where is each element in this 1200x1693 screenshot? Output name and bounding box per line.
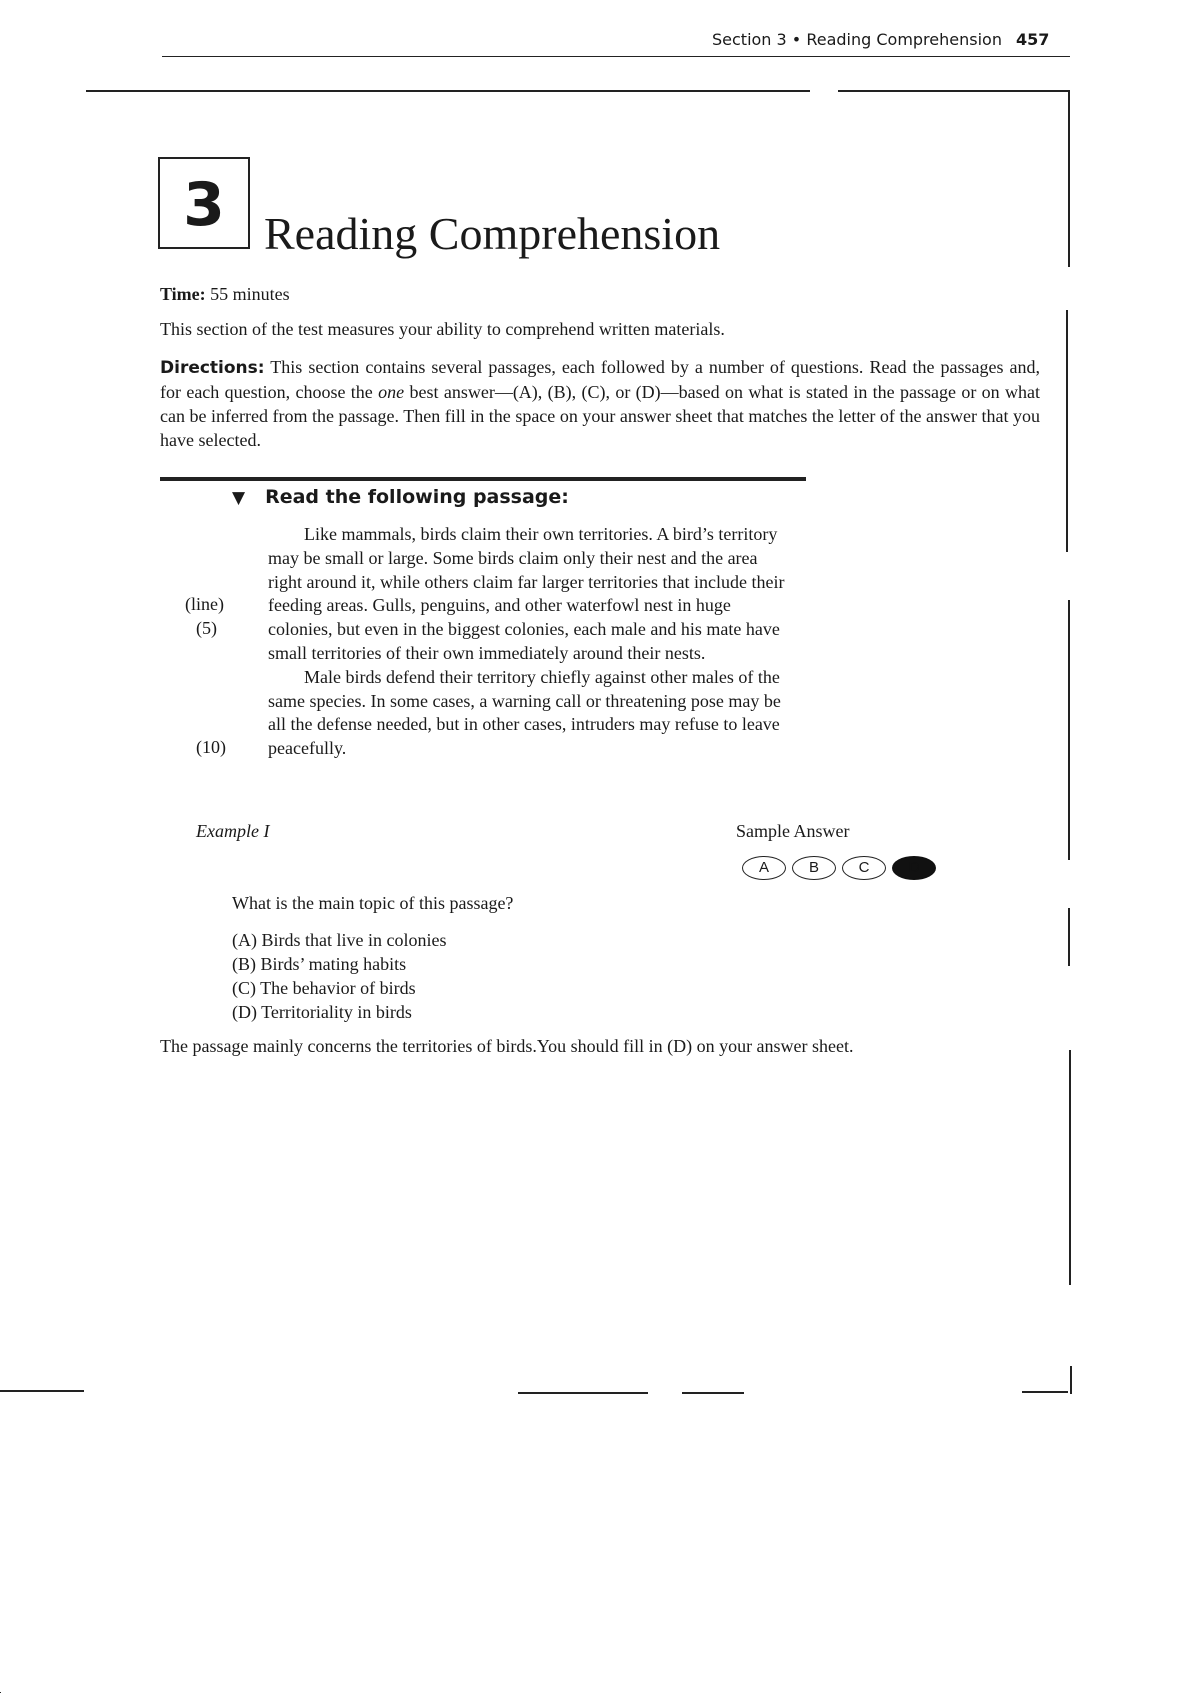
example-label: Example I bbox=[196, 821, 270, 841]
time-value: 55 minutes bbox=[210, 284, 290, 304]
header-rule bbox=[162, 56, 1070, 57]
passage-heading bbox=[232, 486, 569, 508]
sample-answer-label: Sample Answer bbox=[736, 821, 850, 841]
top-frame-rule-right bbox=[838, 90, 1070, 92]
answer-bubble-d-filled[interactable]: D bbox=[892, 856, 936, 880]
time-line bbox=[160, 284, 290, 305]
bottom-scan-rule-right bbox=[1022, 1391, 1068, 1393]
passage-paragraph-2: Male birds defend their territory chiefly against other males of the same species. In some cases, a warning call or threatening pose may be all the defense needed, but in other cases, intruders may refuse to leave peacefully. bbox=[268, 666, 781, 759]
directions-text-before: This section contains several passages, each followed by a number of questions. Read the passages and, for each question, choose the bbox=[160, 357, 1040, 402]
directions-paragraph bbox=[160, 355, 1040, 452]
line-marker-5: (5) bbox=[196, 618, 217, 638]
passage-body bbox=[268, 523, 788, 761]
example-question: What is the main topic of this passage? bbox=[232, 893, 514, 913]
triangle-bullet-icon: ▼ bbox=[232, 488, 246, 508]
right-frame-edge-3 bbox=[1068, 600, 1070, 860]
bottom-scan-tick bbox=[1070, 1366, 1072, 1394]
answer-bubbles bbox=[742, 856, 942, 882]
line-marker-line: (line) bbox=[185, 594, 224, 614]
top-frame-rule-left bbox=[86, 90, 810, 92]
directions-emphasis: one bbox=[378, 382, 405, 402]
passage-top-rule bbox=[160, 477, 806, 481]
bottom-scan-rule-mid2 bbox=[682, 1392, 744, 1394]
answer-bubble-a[interactable]: A bbox=[742, 856, 786, 880]
bottom-scan-rule-left bbox=[0, 1390, 84, 1392]
running-title: Section 3 • Reading Comprehension bbox=[712, 30, 1002, 49]
right-frame-edge-4 bbox=[1068, 908, 1070, 966]
option-c: (C) The behavior of birds bbox=[232, 978, 416, 998]
right-frame-edge-2 bbox=[1066, 310, 1068, 552]
passage-paragraph-1: Like mammals, birds claim their own territories. A bird’s territory may be small or large. Some birds claim only their nest and the area right around it, while others claim far larger territories that include their feeding areas. Gulls, penguins, and other waterfowl nest in huge colonies, but even in the biggest colonies, each male and his mate have small territories of their own immediately around their nests. bbox=[268, 524, 785, 663]
time-label: Time: bbox=[160, 284, 206, 304]
answer-bubble-b[interactable]: B bbox=[792, 856, 836, 880]
passage-heading-text: Read the following passage: bbox=[265, 486, 569, 508]
answer-explanation: The passage mainly concerns the territories of birds.You should fill in (D) on your answer sheet. bbox=[160, 1036, 854, 1056]
right-frame-edge-1 bbox=[1068, 92, 1070, 267]
directions-text-after: best answer—(A), (B), (C), or (D)—based on what is stated in the passage or on what can be inferred from the passage. Then fill in the space on your answer sheet that matches the letter of the answer that you have selected. bbox=[160, 382, 1040, 450]
line-marker-10: (10) bbox=[196, 737, 226, 757]
option-a: (A) Birds that live in colonies bbox=[232, 930, 447, 950]
answer-options bbox=[232, 928, 446, 1024]
intro-text: This section of the test measures your ability to comprehend written materials. bbox=[160, 319, 725, 339]
section-title: Reading Comprehension bbox=[264, 208, 721, 259]
running-header bbox=[712, 30, 1049, 49]
answer-bubble-c[interactable]: C bbox=[842, 856, 886, 880]
bottom-scan-rule-mid bbox=[518, 1392, 648, 1394]
option-b: (B) Birds’ mating habits bbox=[232, 954, 407, 974]
option-d: (D) Territoriality in birds bbox=[232, 1002, 412, 1022]
page-number: 457 bbox=[1015, 30, 1050, 49]
directions-label: Directions: bbox=[160, 358, 265, 378]
right-frame-edge-5 bbox=[1069, 1050, 1071, 1285]
section-number-box: 3 bbox=[158, 157, 250, 249]
